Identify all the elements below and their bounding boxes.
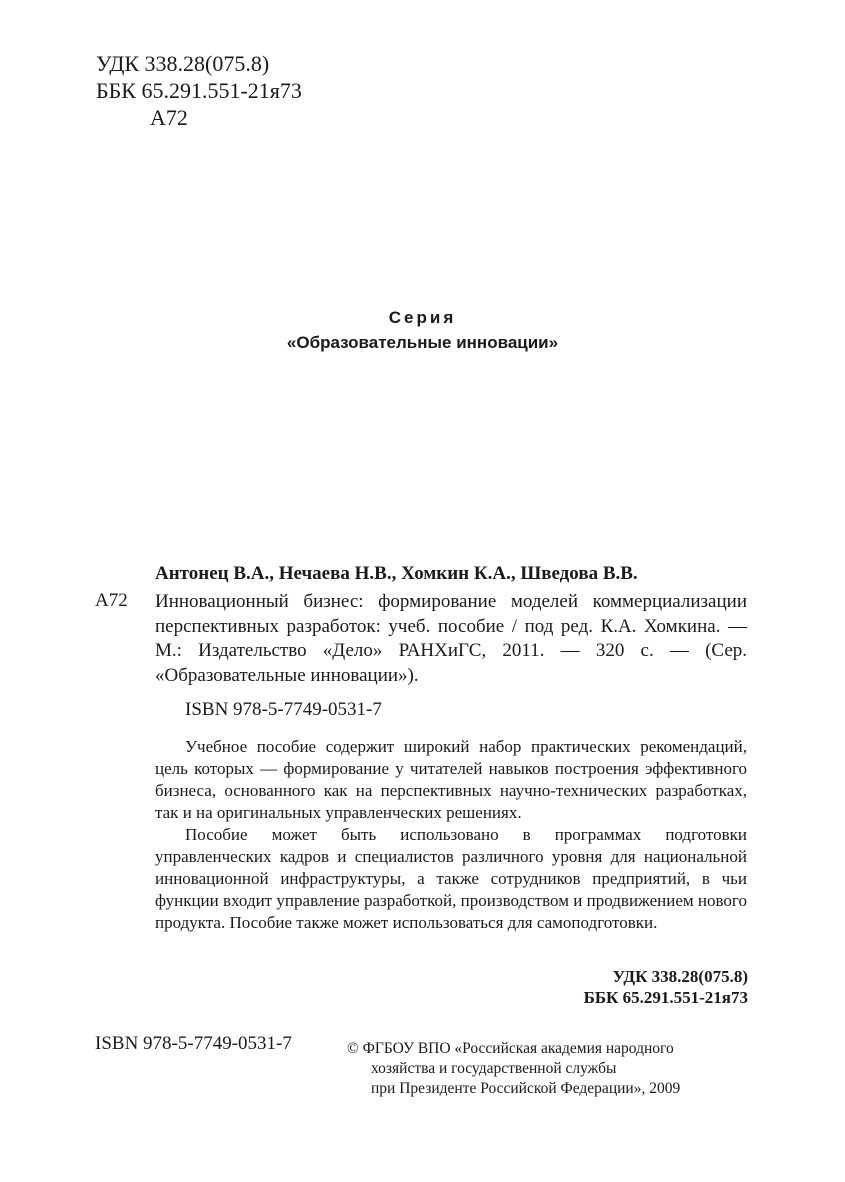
footer-bbk: ББК 65.291.551-21я73: [583, 988, 748, 1007]
record-isbn: ISBN 978-5-7749-0531-7: [185, 699, 382, 720]
record-authors: Антонец В.А., Нечаева Н.В., Хомкин К.А., Шведова В.В.: [155, 563, 638, 584]
series-label: Серия: [388, 308, 457, 327]
header-codes: [96, 50, 302, 131]
record-description: Инновационный бизнес: формирование моделей коммерциализации перспективных разработок: учеб. пособие / под ред. К.А. Хомкина. — М.: Издательство «Дело» РАНХиГС, 2011. — 320 с. — (Сер. «Образовательные инновации»).: [155, 591, 747, 686]
header-udk: УДК 338.28(075.8): [96, 51, 270, 76]
copyright-line-3: при Президенте Российской Федерации», 2009: [371, 1080, 681, 1097]
record-author-code: А72: [95, 590, 128, 611]
copyright-notice: [347, 1039, 749, 1099]
header-author-code: А72: [150, 105, 188, 130]
footer-codes: [520, 966, 748, 1008]
copyright-line-2: хозяйства и государственной службы: [371, 1060, 617, 1077]
copyright-line-1: © ФГБОУ ВПО «Российская академия народного: [347, 1040, 674, 1057]
abstract-paragraph-2: Пособие может быть использовано в программах подготовки управленческих кадров и специалистов различного уровня для национальной инновационной инфраструктуры, а также сотрудников предприятий, в чьи функции входит управление разработкой, производством и продвижением нового продукта. Пособие также может использоваться для самоподготовки.: [155, 825, 747, 932]
series-block: [0, 306, 845, 356]
abstract-paragraph-1: Учебное пособие содержит широкий набор практических рекомендаций, цель которых — формирование у читателей навыков построения эффективного бизнеса, основанного как на перспективных научно-технических разработках, так и на оригинальных управленческих решениях.: [155, 737, 747, 822]
abstract: [155, 736, 747, 934]
footer-udk: УДК 338.28(075.8): [612, 967, 748, 986]
series-name: «Образовательные инновации»: [286, 333, 559, 352]
header-bbk: ББК 65.291.551-21я73: [96, 78, 302, 103]
footer-isbn: ISBN 978-5-7749-0531-7: [95, 1033, 292, 1054]
